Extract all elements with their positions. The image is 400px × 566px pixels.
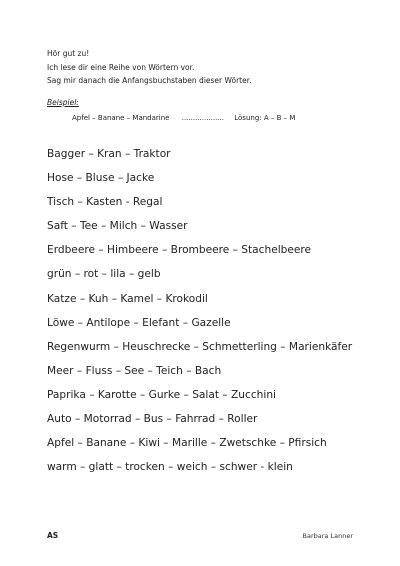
- word-list: [47, 146, 352, 483]
- word-row: Saft – Tee – Milch – Wasser: [47, 220, 188, 233]
- instruction-line-2: Ich lese dir eine Reihe von Wörtern vor.: [47, 62, 195, 72]
- word-row: Meer – Fluss – See – Teich – Bach: [47, 364, 222, 377]
- word-row: Hose – Bluse – Jacke: [47, 172, 155, 185]
- word-row: grün – rot – lila – gelb: [47, 268, 161, 281]
- footer-code: AS: [47, 531, 59, 540]
- example-dots: ...................: [181, 114, 224, 122]
- instruction-line-3: Sag mir danach die Anfangsbuchstaben dieser Wörter.: [47, 76, 252, 85]
- footer-author: Barbara Lanner: [302, 532, 353, 540]
- instruction-line-1: Hör gut zu!: [47, 49, 90, 58]
- word-row: warm – glatt – trocken – weich – schwer - klein: [47, 461, 293, 474]
- example-solution: Lösung: A – B – M: [234, 114, 296, 122]
- word-row: Erdbeere – Himbeere – Brombeere – Stachelbeere: [47, 244, 312, 257]
- word-row: Auto – Motorrad – Bus – Fahrrad – Roller: [47, 413, 258, 426]
- instructions: [47, 47, 252, 88]
- word-row: Bagger – Kran – Traktor: [47, 148, 171, 160]
- word-row: Regenwurm – Heuschrecke – Schmetterling – Marienkäfer: [47, 340, 353, 353]
- word-row: Tisch – Kasten - Regal: [47, 196, 163, 209]
- word-row: Paprika – Karotte – Gurke – Salat – Zucchini: [47, 388, 276, 401]
- word-row: Apfel – Banane – Kiwi – Marille – Zwetschke – Pfirsich: [47, 437, 327, 450]
- word-row: Katze – Kuh – Kamel – Krokodil: [47, 292, 208, 305]
- example-label: Beispiel:: [47, 98, 79, 107]
- example-row: [72, 114, 295, 122]
- example-words: Apfel – Banane – Mandarine: [72, 114, 170, 122]
- word-row: Löwe – Antilope – Elefant – Gazelle: [47, 316, 231, 329]
